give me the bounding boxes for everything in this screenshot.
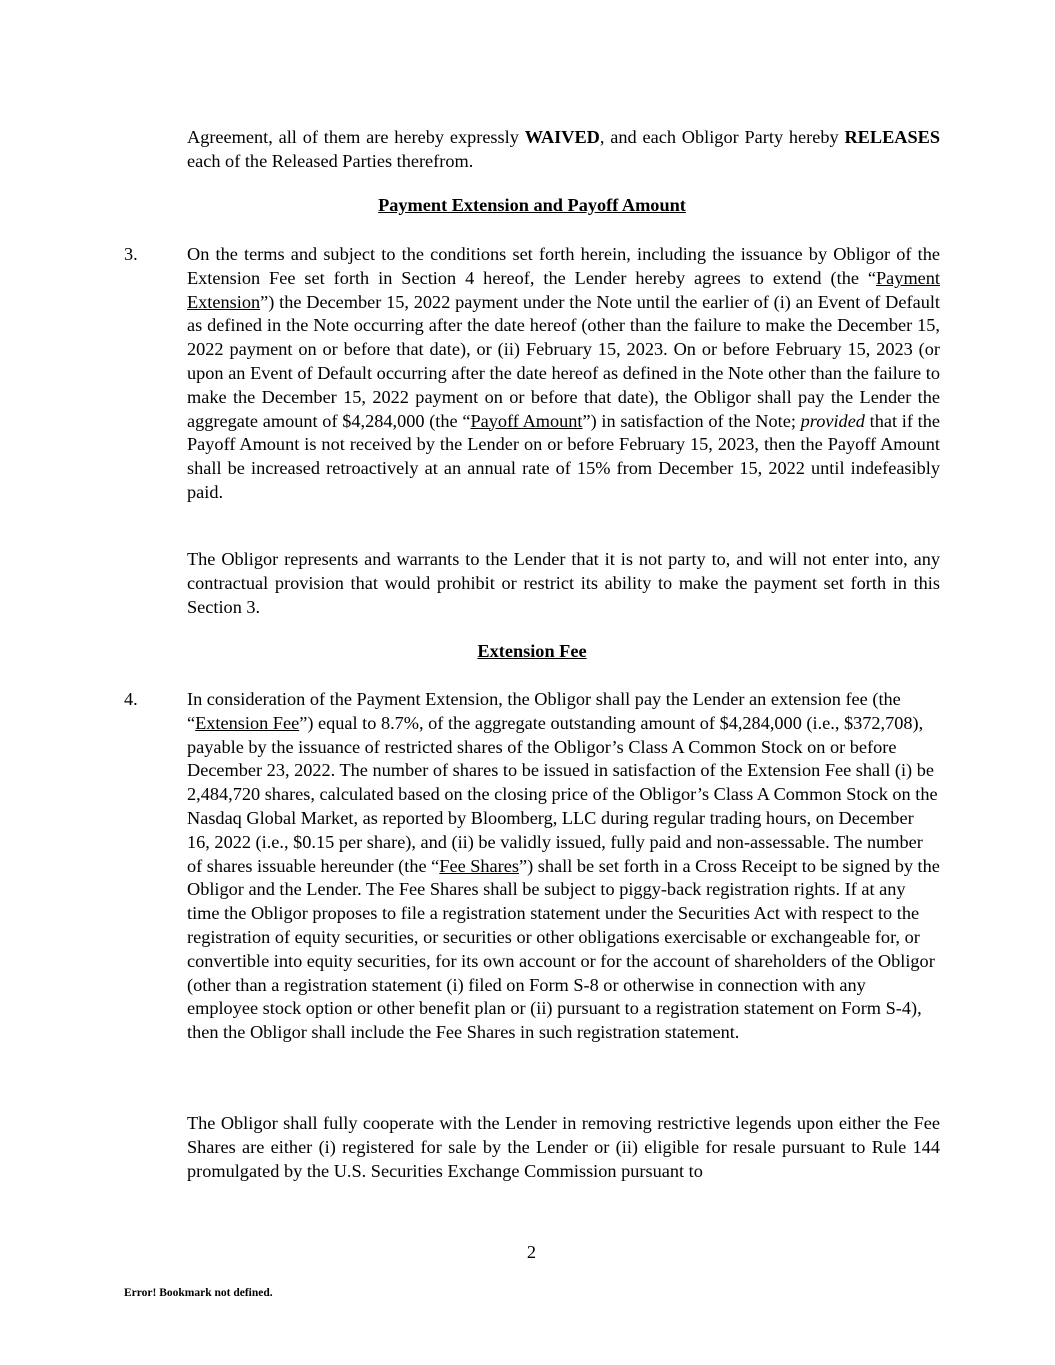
section3-provided: provided [800, 410, 865, 431]
section3-text-2: ”) the December 15, 2022 payment under the Note until the earlier of (i) an Event of Default as defined in the Note occurring after the date hereof (other than the failure to make the December 15, 2022 payment on or before that date), or (ii) February 15, 2023. On or before February 15, 2023 (or upon an Event of Default occurring after the date hereof as defined in the Note other than the failure to make the December 15, 2022 payment on or before that date), the Obligor shall pay the Lender the aggregate amount of $4,284,000 (the “ [187, 291, 940, 431]
intro-releases: RELEASES [844, 127, 940, 147]
section3-text-4: that if the Payoff Amount is not received by the Lender on or before February 15, 2023, then the Payoff Amount shall be increased retroactively at an annual rate of 15% from December 15, 2022 until indefeasibly paid. [187, 410, 940, 502]
intro-text-2: , and each Obligor Party hereby [599, 127, 845, 147]
section3-paragraph-2: The Obligor represents and warrants to the Lender that it is not party to, and will not enter into, any contractual provision that would prohibit or restrict its ability to make the payment set forth in this Section 3. [187, 549, 940, 617]
section4-text-1: In consideration of the Payment Extension, the Obligor shall pay the Lender an extension fee (the “ [187, 689, 901, 733]
section4-text-3: ”) shall be set forth in a Cross Receipt to be signed by the Obligor and the Lender. The Fee Shares shall be subject to piggy-back registration rights. If at any time the Obligor proposes to file a registration statement under the Securities Act with respect to the registration of equity securities, or securities or other obligations exercisable or exchangeable for, or convertible into equity securities, for its own account or for the account of shareholders of the Obligor (other than a registration statement (i) filed on Form S-8 or otherwise in connection with any employee stock option or other benefit plan or (ii) pursuant to a registration statement on Form S-4), then the Obligor shall include the Fee Shares in such registration statement. [187, 855, 940, 1043]
intro-text-1: Agreement, all of them are hereby expressly [187, 127, 525, 147]
section3-paragraph [187, 243, 940, 505]
intro-text-3: each of the Released Parties therefrom. [187, 150, 474, 171]
intro-paragraph [187, 126, 940, 174]
section3-text-3: ”) in satisfaction of the Note; [582, 410, 801, 431]
defined-term-fee-shares: Fee Shares [439, 855, 519, 876]
footer-error-text: Error! Bookmark not defined. [124, 1287, 273, 1299]
section3-text-1: On the terms and subject to the conditions set forth herein, including the issuance by Obligor of the Extension Fee set forth in Section 4 hereof, the Lender hereby agrees to extend (the “ [187, 244, 940, 288]
defined-term-payment-extension: Payment Extension [187, 267, 940, 312]
defined-term-payoff-amount: Payoff Amount [470, 410, 583, 431]
intro-waived: WAIVED [524, 127, 600, 147]
section4-paragraph [187, 688, 940, 1045]
section4-number: 4. [124, 689, 138, 709]
section3-heading: Payment Extension and Payoff Amount [378, 195, 686, 215]
section4-text-2: ”) equal to 8.7%, of the aggregate outstanding amount of $4,284,000 (i.e., $372,708), payable by the issuance of restricted shares of the Obligor’s Class A Common Stock on or before December 23, 2022. The number of shares to be issued in satisfaction of the Extension Fee shall (i) be 2,484,720 shares, calculated based on the closing price of the Obligor’s Class A Common Stock on the Nasdaq Global Market, as reported by Bloomberg, LLC during regular trading hours, on December 16, 2022 (i.e., $0.15 per share), and (ii) be validly issued, fully paid and non-assessable. The number of shares issuable hereunder (the “ [187, 712, 938, 876]
defined-term-extension-fee: Extension Fee [195, 712, 300, 733]
section3-number: 3. [124, 244, 138, 264]
section4-heading: Extension Fee [477, 641, 587, 661]
page-number: 2 [526, 1242, 537, 1262]
section4-paragraph-2: The Obligor shall fully cooperate with the Lender in removing restrictive legends upon either the Fee Shares are either (i) registered for sale by the Lender or (ii) eligible for resale pursuant to Rule 144 promulgated by the U.S. Securities Exchange Commission pursuant to [187, 1113, 940, 1181]
